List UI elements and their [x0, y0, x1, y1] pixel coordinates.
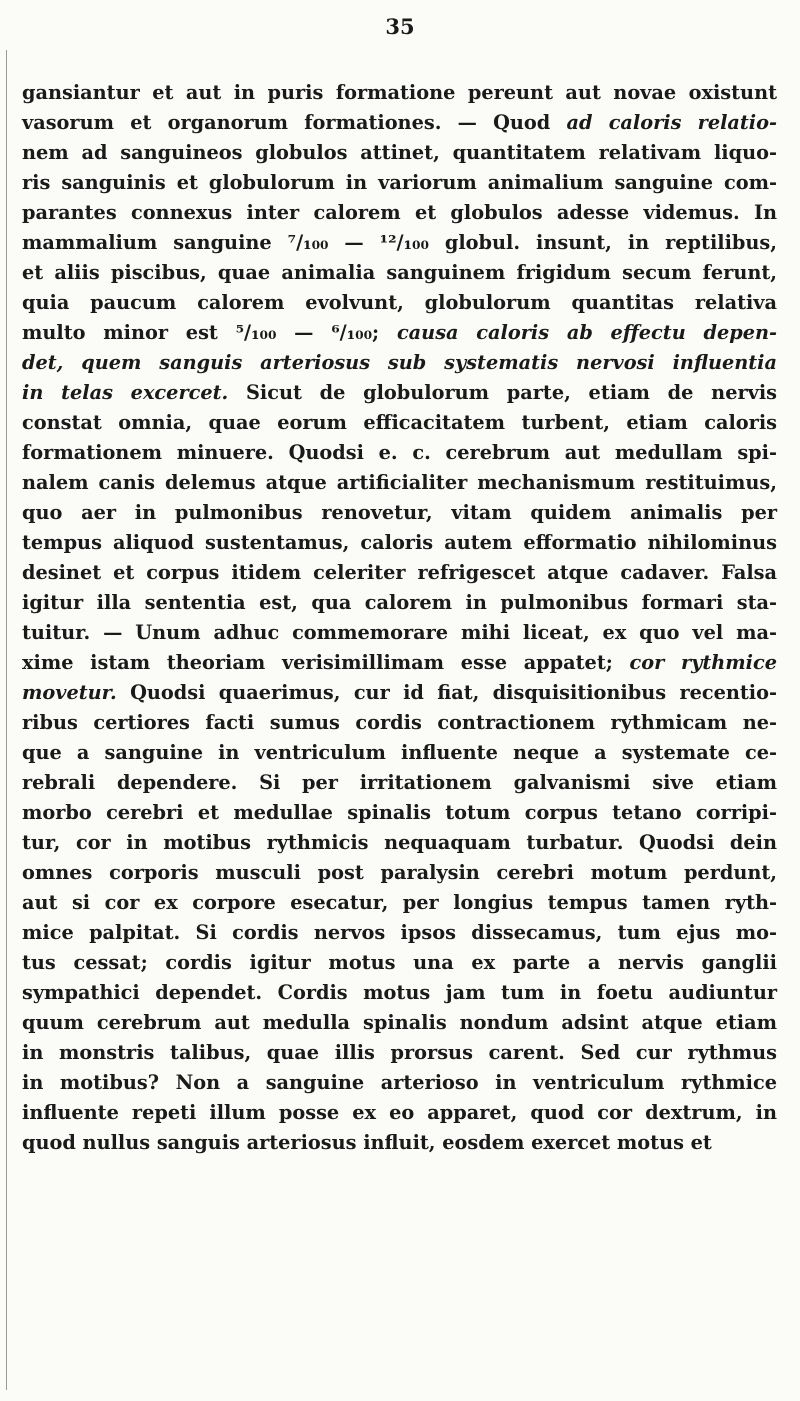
text-line: desinet et corpus itidem celeriter refrigescet atque cadaver. Falsa	[22, 561, 777, 584]
text-line: in motibus? Non a sanguine arterioso in ventriculum rythmice	[22, 1071, 777, 1094]
text-line: nalem canis delemus atque artificialiter mechanismum restituimus,	[22, 471, 777, 494]
text-line: morbo cerebri et medullae spinalis totum corpus tetano corripi-	[22, 801, 777, 824]
text-line: constat omnia, quae eorum efficacitatem turbent, etiam caloris	[22, 411, 777, 434]
text-line: et aliis piscibus, quae animalia sanguinem frigidum secum ferunt,	[22, 261, 777, 284]
text-line: rebrali dependere. Si per irritationem galvanismi sive etiam	[22, 771, 777, 794]
text-line: det, quem sanguis arteriosus sub systematis nervosi influentia	[22, 351, 777, 374]
binding-edge	[6, 50, 7, 1390]
text-line: omnes corporis musculi post paralysin cerebri motum perdunt,	[22, 861, 777, 884]
text-line: influente repeti illum posse ex eo apparet, quod cor dextrum, in	[22, 1101, 777, 1124]
text-line: parantes connexus inter calorem et globulos adesse videmus. In	[22, 201, 777, 224]
text-line: multo minor est ⁵/₁₀₀ — ⁶/₁₀₀; causa caloris ab effectu depen-	[22, 321, 777, 344]
text-line: tus cessat; cordis igitur motus una ex parte a nervis ganglii	[22, 951, 777, 974]
text-line: tur, cor in motibus rythmicis nequaquam turbatur. Quodsi dein	[22, 831, 777, 854]
text-line: igitur illa sententia est, qua calorem in pulmonibus formari sta-	[22, 591, 777, 614]
text-line: movetur. Quodsi quaerimus, cur id fiat, disquisitionibus recentio-	[22, 681, 777, 704]
text-line: mice palpitat. Si cordis nervos ipsos dissecamus, tum ejus mo-	[22, 921, 777, 944]
text-line: quum cerebrum aut medulla spinalis nondum adsint atque etiam	[22, 1011, 777, 1034]
text-line: que a sanguine in ventriculum influente neque a systemate ce-	[22, 741, 777, 764]
text-line: quia paucum calorem evolvunt, globulorum quantitas relativa	[22, 291, 777, 314]
text-line: mammalium sanguine ⁷/₁₀₀ — ¹²/₁₀₀ globul. insunt, in reptilibus,	[22, 231, 777, 254]
text-line: tempus aliquod sustentamus, caloris autem efformatio nihilominus	[22, 531, 777, 554]
text-line: ris sanguinis et globulorum in variorum animalium sanguine com-	[22, 171, 777, 194]
text-line: formationem minuere. Quodsi e. c. cerebrum aut medullam spi-	[22, 441, 777, 464]
text-line: nem ad sanguineos globulos attinet, quantitatem relativam liquo-	[22, 141, 777, 164]
text-line: quod nullus sanguis arteriosus influit, eosdem exercet motus et	[22, 1131, 712, 1154]
text-line: quo aer in pulmonibus renovetur, vitam quidem animalis per	[22, 501, 777, 524]
text-line: aut si cor ex corpore esecatur, per longius tempus tamen ryth-	[22, 891, 777, 914]
text-line: in monstris talibus, quae illis prorsus carent. Sed cur rythmus	[22, 1041, 777, 1064]
text-line: in telas excercet. Sicut de globulorum parte, etiam de nervis	[22, 381, 778, 404]
text-line: sympathici dependet. Cordis motus jam tum in foetu audiuntur	[22, 981, 777, 1004]
text-line: tuitur. — Unum adhuc commemorare mihi liceat, ex quo vel ma-	[22, 621, 777, 644]
text-line: gansiantur et aut in puris formatione pereunt aut novae oxistunt	[22, 81, 777, 104]
page-number: 35	[385, 14, 415, 39]
text-line: xime istam theoriam verisimillimam esse appatet; cor rythmice	[22, 651, 777, 674]
text-line: ribus certiores facti sumus cordis contractionem rythmicam ne-	[22, 711, 777, 734]
text-line: vasorum et organorum formationes. — Quod ad caloris relatio-	[22, 111, 777, 134]
